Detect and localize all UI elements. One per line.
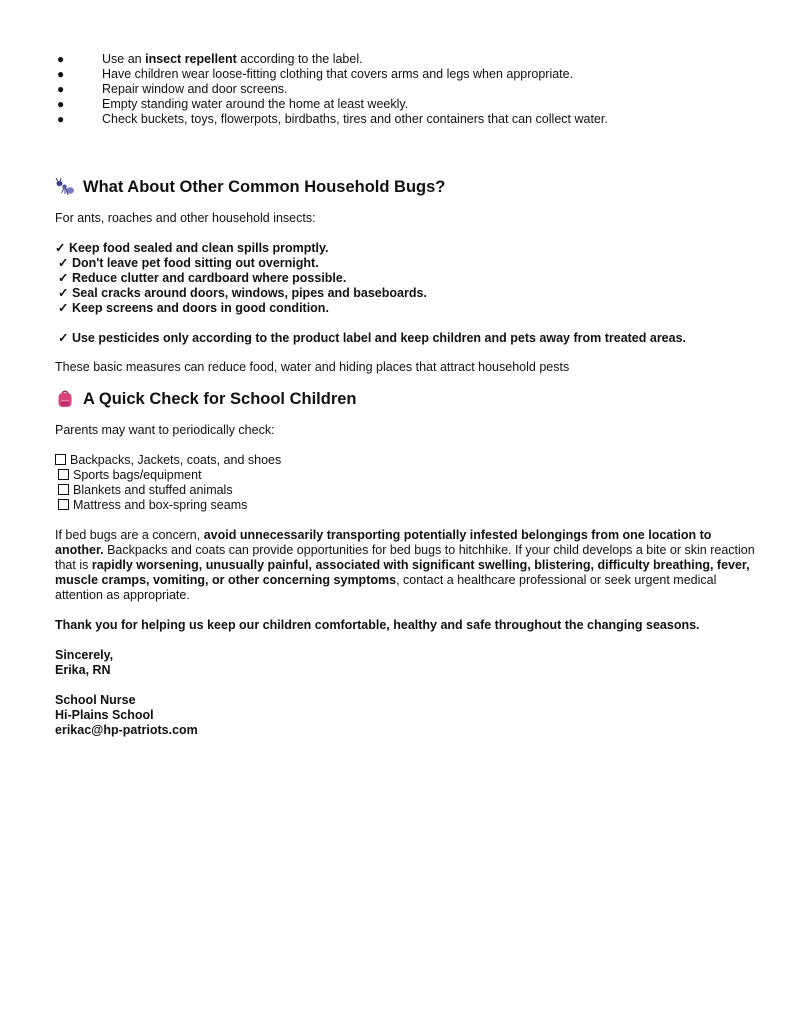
signoff-line: Sincerely,	[55, 648, 114, 662]
school-check-heading	[55, 387, 760, 411]
checkbox-item: Mattress and box-spring seams	[55, 498, 760, 513]
check-item: ✓ Keep screens and doors in good condition.	[58, 301, 329, 315]
checkbox-item: Blankets and stuffed animals	[55, 483, 760, 498]
check-item: ✓ Keep food sealed and clean spills promptly.	[55, 241, 329, 255]
signoff-name: Erika, RN	[55, 663, 111, 677]
check-item: ✓ Don't leave pet food sitting out overnight.	[58, 256, 319, 270]
backpack-icon	[55, 389, 75, 409]
thank-you-line: Thank you for helping us keep our children comfortable, healthy and safe throughout the changing seasons.	[55, 618, 700, 632]
bullet-dot: ●	[57, 82, 65, 96]
bed-bug-paragraph: If bed bugs are a concern, avoid unnecessarily transporting potentially infested belongings from one location to another. Backpacks and coats can provide opportunities for bed bugs to hitchhike. If your child develops a bite or skin reaction that is rapidly worsening, unusually painful, associated with significant swelling, blistering, difficulty breathing, fever, muscle cramps, vomiting, or other concerning symptoms, contact a healthcare professional or seek urgent medical attention as appropriate.	[55, 528, 755, 602]
check-item: ✓ Reduce clutter and cardboard where possible.	[58, 271, 347, 285]
list-item: ● Empty standing water around the home at least weekly.	[57, 97, 409, 111]
bullet-dot: ●	[57, 97, 65, 111]
bullet-dot: ●	[57, 52, 65, 66]
ant-icon	[55, 177, 75, 197]
household-bugs-heading	[55, 175, 760, 199]
checkbox-item: Backpacks, Jackets, coats, and shoes	[55, 453, 760, 468]
household-note: These basic measures can reduce food, water and hiding places that attract household pests	[55, 360, 570, 374]
checkbox-item: Sports bags/equipment	[55, 468, 760, 483]
mosquito-tips-list	[55, 52, 760, 127]
school-intro: Parents may want to periodically check:	[55, 423, 275, 437]
signature-email: erikac@hp-patriots.com	[55, 723, 198, 737]
signature-school: Hi-Plains School	[55, 708, 154, 722]
list-item: ● Have children wear loose-fitting clothing that covers arms and legs when appropriate.	[57, 67, 574, 81]
letter-page	[55, 52, 760, 738]
checkbox-square	[58, 469, 69, 480]
household-intro: For ants, roaches and other household insects:	[55, 211, 316, 225]
list-item: ● Repair window and door screens.	[57, 82, 288, 96]
checkbox-square	[58, 499, 69, 510]
bullet-dot: ●	[57, 112, 65, 126]
section-title: What About Other Common Household Bugs?	[83, 177, 446, 196]
signature-block	[55, 693, 760, 738]
signature-title: School Nurse	[55, 693, 136, 707]
signoff	[55, 648, 760, 678]
pesticide-item: ✓ Use pesticides only according to the product label and keep children and pets away from treated areas.	[58, 331, 687, 345]
section-title: A Quick Check for School Children	[83, 389, 357, 408]
list-item: ● Check buckets, toys, flowerpots, birdbaths, tires and other containers that can collect water.	[57, 112, 608, 126]
household-checklist	[55, 241, 760, 346]
check-item: ✓ Seal cracks around doors, windows, pipes and baseboards.	[58, 286, 427, 300]
checkbox-square	[58, 484, 69, 495]
bullet-dot: ●	[57, 67, 65, 81]
list-item: ● Use an insect repellent according to the label.	[57, 52, 363, 66]
school-checklist	[55, 453, 760, 513]
checkbox-square	[55, 454, 66, 465]
